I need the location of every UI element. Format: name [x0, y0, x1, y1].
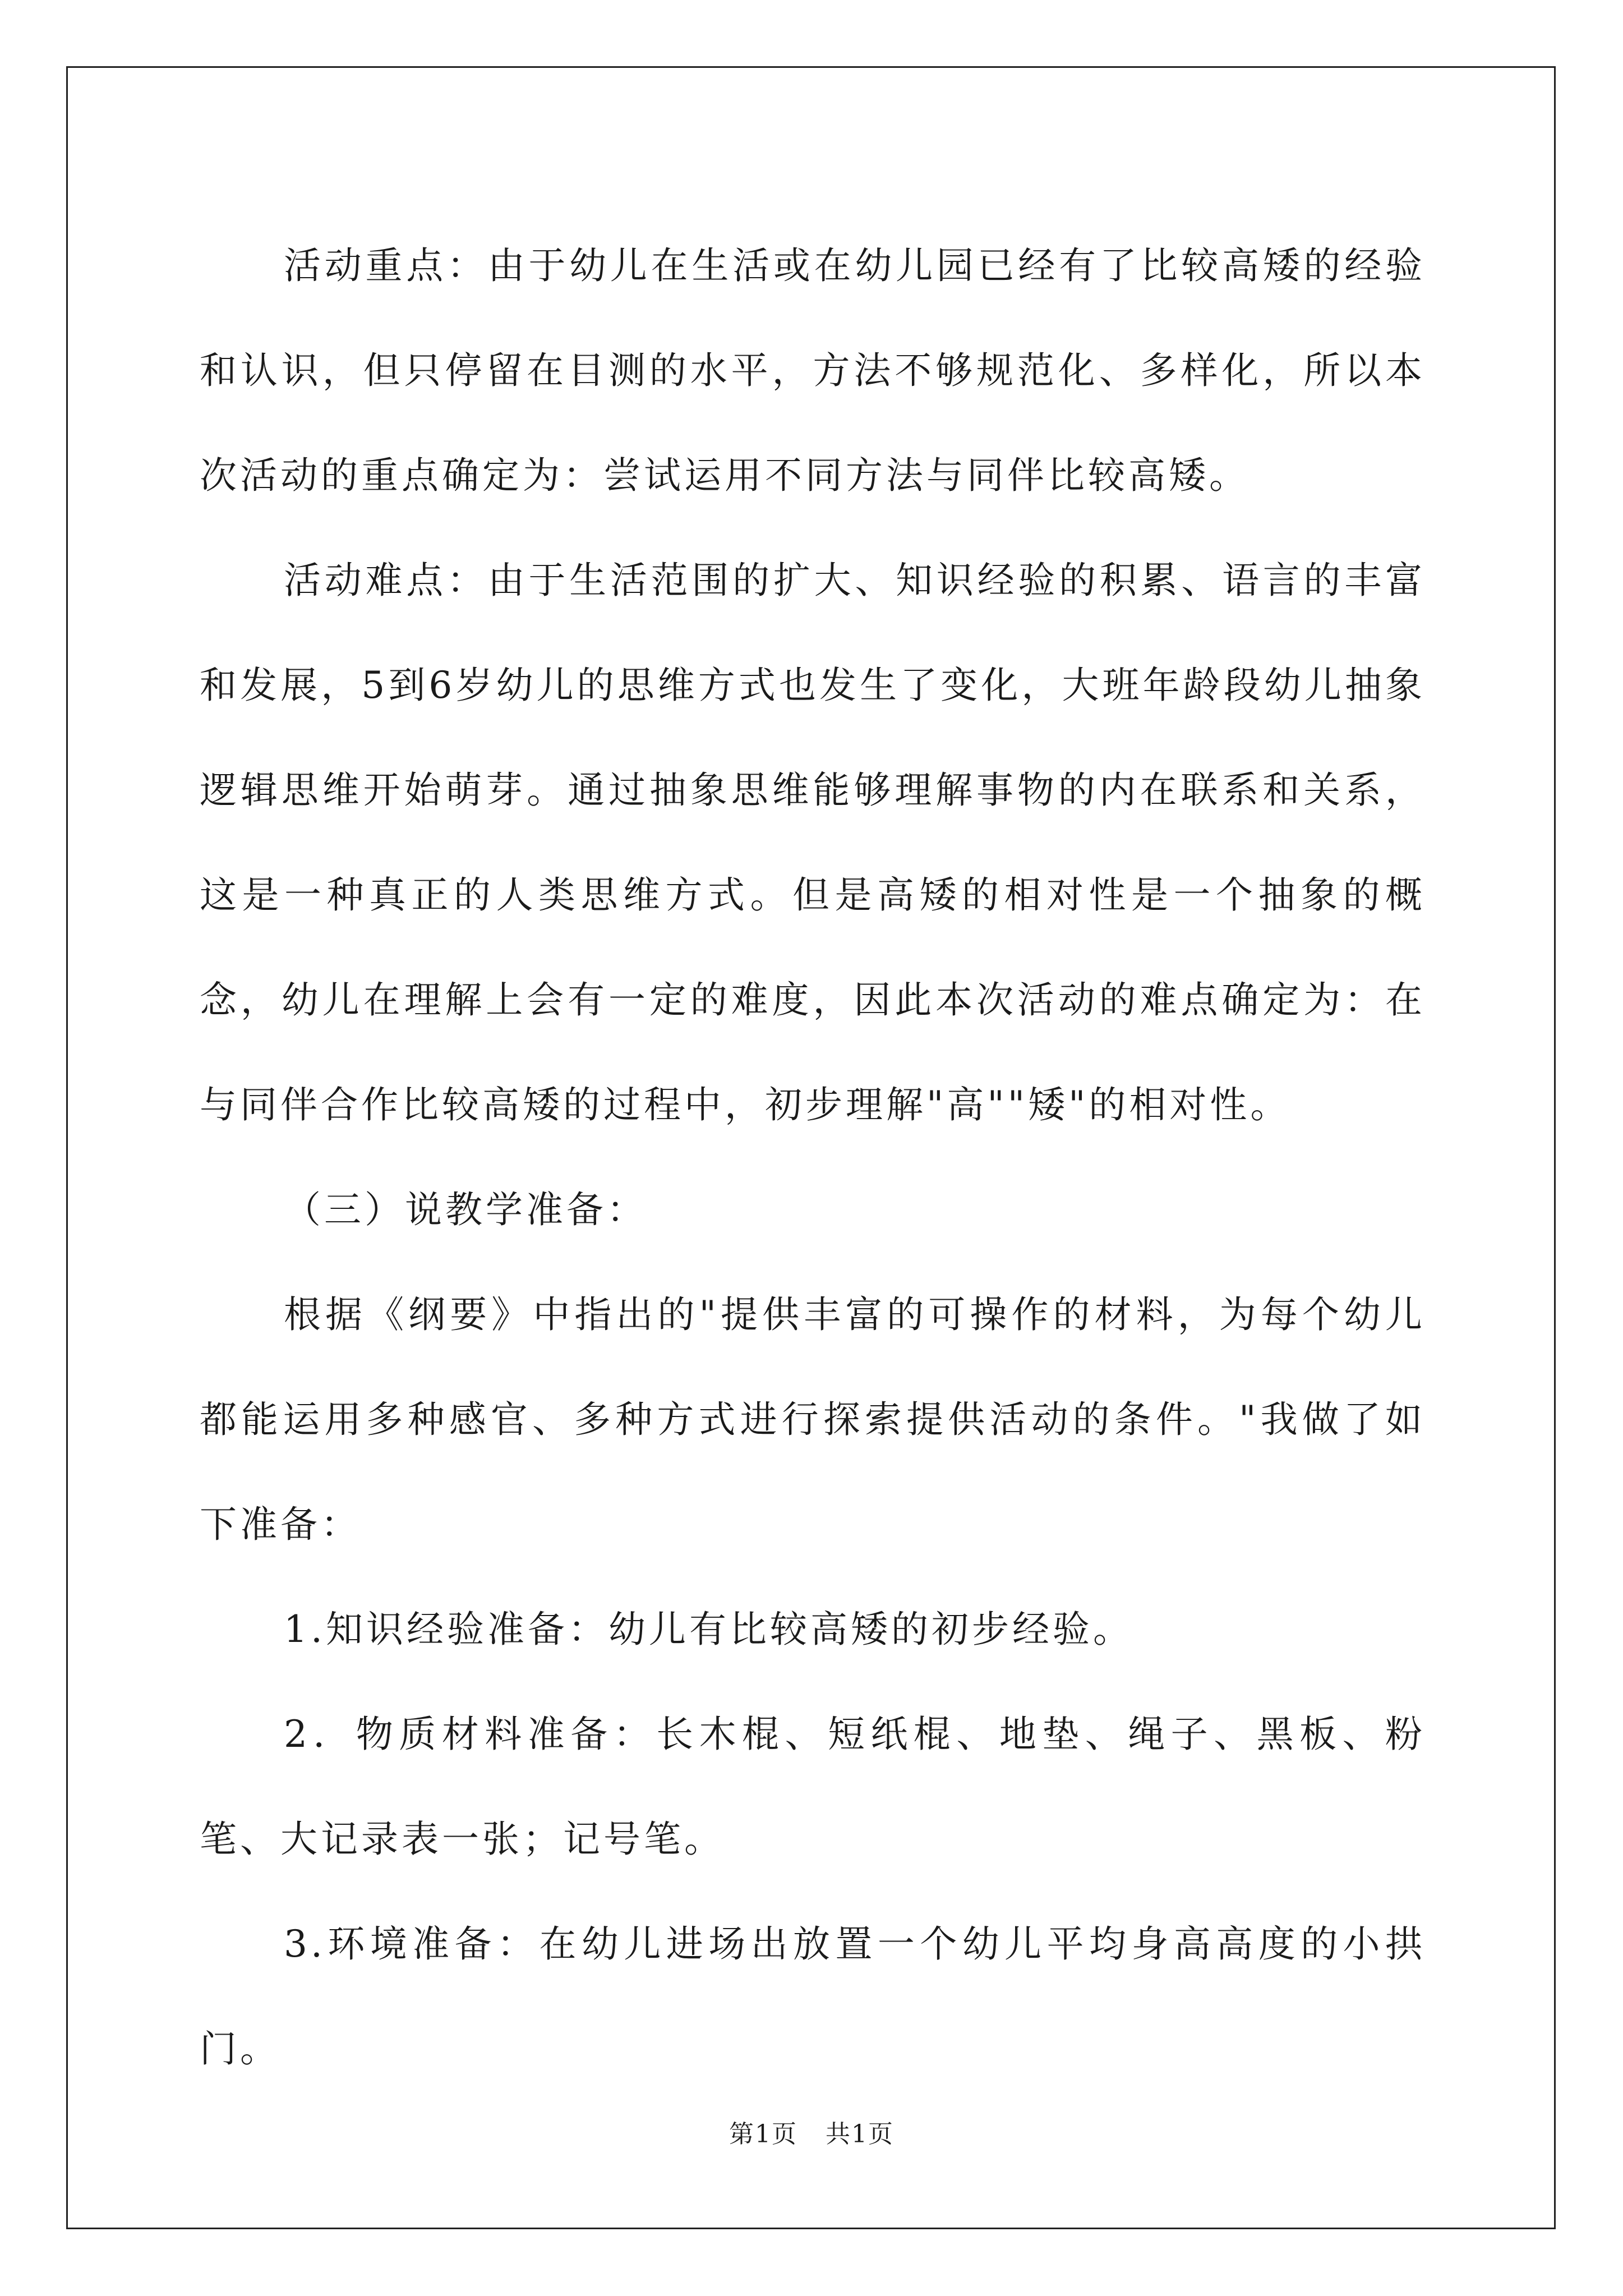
list-item-environment: 3.环境准备：在幼儿进场出放置一个幼儿平均身高高度的小拱门。: [200, 1922, 1426, 2070]
paragraph-difficulty: 活动难点：由于生活范围的扩大、知识经验的积累、语言的丰富和发展，5到6岁幼儿的思维方式也发生了变化，大班年龄段幼儿抽象逻辑思维开始萌芽。通过抽象思维能够理解事物的内在联系和关系，这是一种真正的人类思维方式。但是高矮的相对性是一个抽象的概念，幼儿在理解上会有一定的难度，因此本次活动的难点确定为：在与同伴合作比较高矮的过程中，初步理解"高""矮"的相对性。: [200, 559, 1426, 1126]
paragraph-key-point: 活动重点：由于幼儿在生活或在幼儿园已经有了比较高矮的经验和认识，但只停留在目测的水平，方法不够规范化、多样化，所以本次活动的重点确定为：尝试运用不同方法与同伴比较高矮。: [200, 244, 1426, 497]
list-item-materials: 2．物质材料准备：长木棍、短纸棍、地垫、绳子、黑板、粉笔、大记录表一张；记号笔。: [200, 1713, 1426, 1861]
page-number-total: 共1页: [826, 2120, 894, 2148]
document-body: [200, 213, 1426, 2101]
paragraph-outline-quote: 根据《纲要》中指出的"提供丰富的可操作的材料，为每个幼儿都能运用多种感官、多种方式进行探索提供活动的条件。"我做了如下准备：: [200, 1293, 1426, 1546]
section-heading-preparation: （三）说教学准备：: [284, 1188, 647, 1231]
page-number-current: 第1页: [729, 2120, 797, 2148]
page-footer: [0, 2118, 1623, 2151]
list-item-knowledge: 1.知识经验准备：幼儿有比较高矮的初步经验。: [284, 1608, 1133, 1651]
